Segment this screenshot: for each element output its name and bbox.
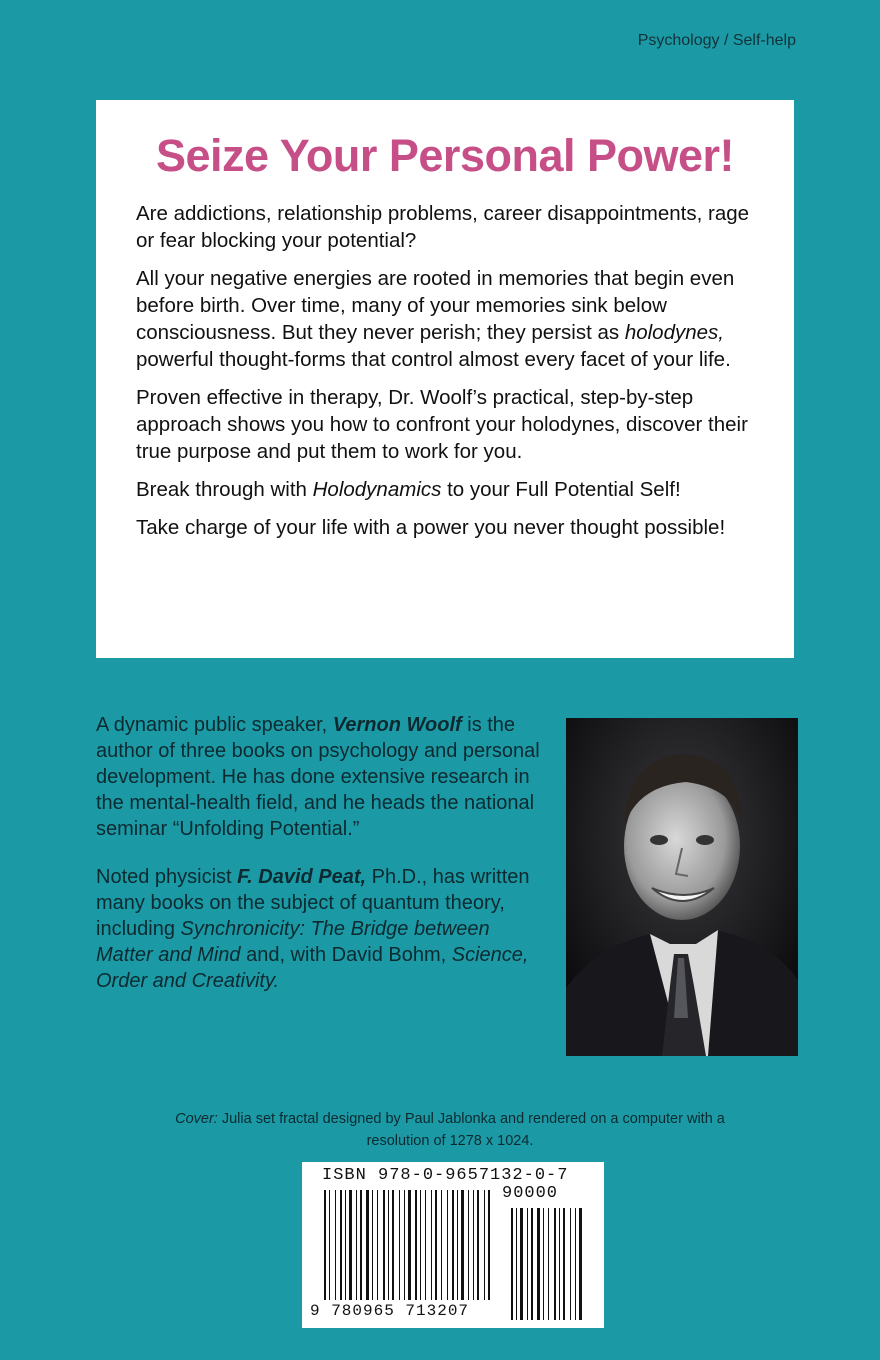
blurb-emphasis: holodynes, <box>624 321 724 344</box>
barcode-bar <box>468 1190 469 1300</box>
blurb-text: to your Full Potential Self! <box>441 478 681 501</box>
blurb-emphasis: Holodynamics <box>312 478 442 501</box>
bio-text: is the author of three books on psychology and personal development. He has done extensive research in the mental-health field, and he heads the national seminar “Unfolding Potential.” <box>96 714 540 840</box>
barcode-bar <box>329 1190 330 1300</box>
barcode-bar <box>425 1190 426 1300</box>
barcode-bar <box>420 1190 421 1300</box>
credit-text: Julia set fractal designed by Paul Jablonka and rendered on a computer with a resolution of 1278 x 1024. <box>217 1111 725 1149</box>
barcode-bar <box>349 1190 352 1300</box>
blurb-paragraph-1: Are addictions, relationship problems, career disappointments, rage or fear blocking your potential? <box>136 202 750 252</box>
barcode-bar <box>461 1190 464 1300</box>
author-name: Vernon Woolf <box>332 714 462 736</box>
author-paragraph <box>96 712 548 842</box>
barcode-bar <box>372 1190 373 1300</box>
blurb-text: All your negative energies are rooted in memories that begin even before birth. Over time, many of your memories sink below consciousness. But they never perish; they persist as <box>136 267 735 344</box>
barcode-bar <box>335 1190 336 1300</box>
coauthor-name: F. David Peat, <box>237 866 367 888</box>
addon-bar <box>559 1208 560 1320</box>
addon-bar <box>579 1208 582 1320</box>
barcode-bar <box>484 1190 485 1300</box>
barcode <box>302 1162 604 1328</box>
barcode-bar <box>345 1190 346 1300</box>
barcode-bar <box>388 1190 389 1300</box>
addon-bar <box>563 1208 565 1320</box>
barcode-bar <box>377 1190 378 1300</box>
addon-bar <box>570 1208 571 1320</box>
barcode-bar <box>431 1190 432 1300</box>
bio-text: and, with David Bohm, <box>240 944 452 966</box>
barcode-bar <box>452 1190 454 1300</box>
barcode-bar <box>447 1190 448 1300</box>
isbn-label: ISBN 978-0-9657132-0-7 <box>322 1166 569 1185</box>
addon-bar <box>511 1208 513 1320</box>
barcode-bar <box>435 1190 437 1300</box>
bio-text: Noted physicist <box>96 866 238 888</box>
addon-bar <box>527 1208 528 1320</box>
barcode-bar <box>392 1190 394 1300</box>
price-code: 90000 <box>502 1184 559 1203</box>
addon-bar <box>516 1208 517 1320</box>
blurb-text: Break through with <box>136 478 313 501</box>
barcode-bar <box>324 1190 326 1300</box>
author-bio <box>96 712 548 1016</box>
addon-bar <box>575 1208 576 1320</box>
addon-bar <box>548 1208 549 1320</box>
barcode-bar <box>473 1190 474 1300</box>
bio-text: Ph.D., has written many books on the subject of quantum theory, including <box>96 866 530 940</box>
addon-bar <box>543 1208 544 1320</box>
book-title: Synchronicity: The Bridge between Matter and Mind <box>96 918 490 966</box>
headline: Seize Your Personal Power! <box>155 130 735 181</box>
barcode-bar <box>383 1190 385 1300</box>
addon-bar <box>554 1208 556 1320</box>
ean-digits: 9 780965 713207 <box>310 1302 470 1320</box>
coauthor-paragraph <box>96 864 548 994</box>
barcode-bar <box>356 1190 357 1300</box>
addon-bar <box>531 1208 533 1320</box>
barcode-bar <box>408 1190 411 1300</box>
category-label: Psychology / Self-help <box>637 32 796 49</box>
barcode-bar <box>366 1190 369 1300</box>
cover-credit <box>150 1108 750 1152</box>
addon-bar <box>537 1208 540 1320</box>
barcode-bar <box>404 1190 405 1300</box>
barcode-bar <box>415 1190 417 1300</box>
barcode-bar <box>488 1190 490 1300</box>
book-title: Science, Order and Creativity. <box>96 944 529 992</box>
blurb-paragraph-2 <box>136 265 754 373</box>
blurb-panel <box>96 100 794 658</box>
author-portrait-icon <box>566 718 798 1056</box>
blurb-paragraph-5: Take charge of your life with a power you never thought possible! <box>136 516 726 539</box>
barcode-bar <box>340 1190 342 1300</box>
blurb-paragraph-4 <box>136 476 754 503</box>
addon-bar <box>520 1208 523 1320</box>
barcode-bar <box>441 1190 442 1300</box>
credit-label: Cover: <box>175 1111 218 1127</box>
bio-text: A dynamic public speaker, <box>96 714 333 736</box>
blurb-paragraph-3: Proven effective in therapy, Dr. Woolf’s practical, step-by-step approach shows you how to confront your holodynes, discover their true purpose and put them to work for you. <box>136 386 748 463</box>
barcode-bar <box>360 1190 362 1300</box>
blurb-text: powerful thought-forms that control almost every facet of your life. <box>136 348 731 371</box>
barcode-bar <box>399 1190 400 1300</box>
barcode-bar <box>457 1190 458 1300</box>
barcode-bar <box>477 1190 479 1300</box>
